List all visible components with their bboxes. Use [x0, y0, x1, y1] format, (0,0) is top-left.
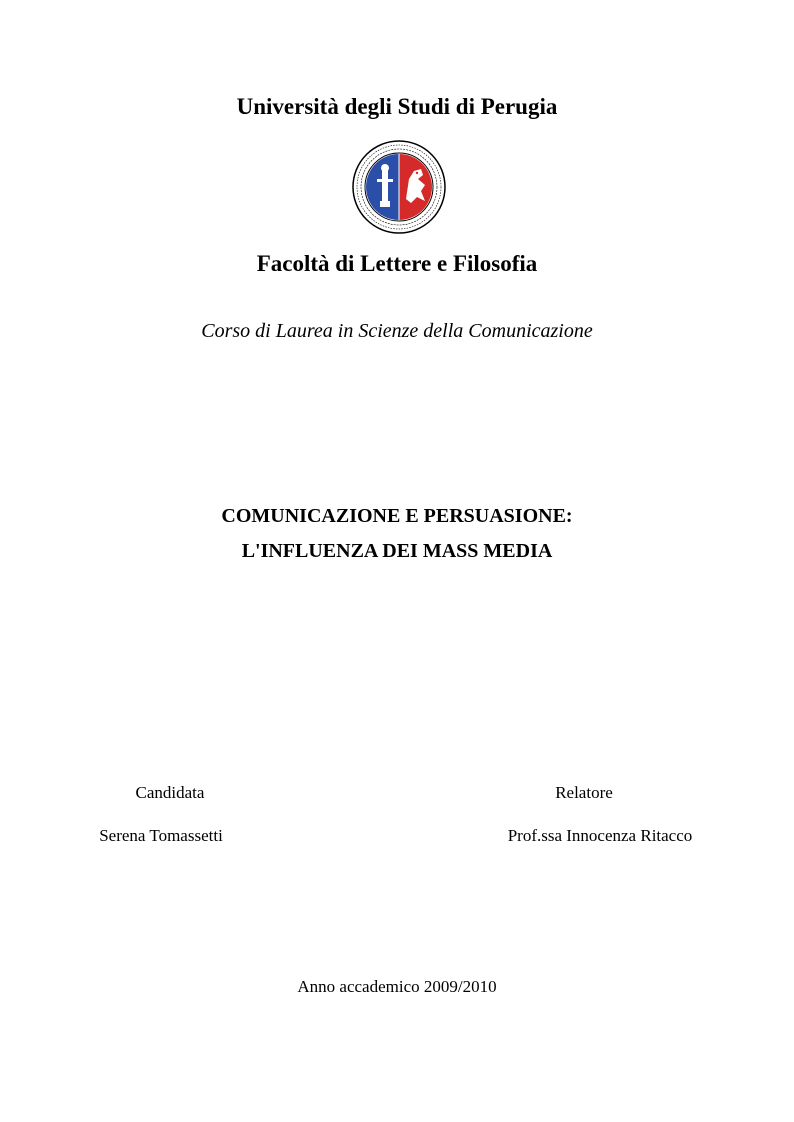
advisor-name: Prof.ssa Innocenza Ritacco: [507, 826, 693, 845]
academic-year: Anno accademico 2009/2010: [297, 977, 497, 996]
course-name: Corso di Laurea in Scienze della Comunicazione: [201, 320, 593, 342]
thesis-title-line-1: COMUNICAZIONE E PERSUASIONE:: [221, 505, 573, 527]
candidate-name: Serena Tomassetti: [99, 826, 223, 845]
advisor-label: Relatore: [555, 783, 613, 802]
university-seal-icon: [351, 139, 447, 235]
university-name: Università degli Studi di Perugia: [236, 94, 558, 119]
faculty-name: Facoltà di Lettere e Filosofia: [256, 251, 538, 276]
candidate-label: Candidata: [135, 783, 205, 802]
thesis-title-line-2: L'INFLUENZA DEI MASS MEDIA: [241, 540, 553, 562]
